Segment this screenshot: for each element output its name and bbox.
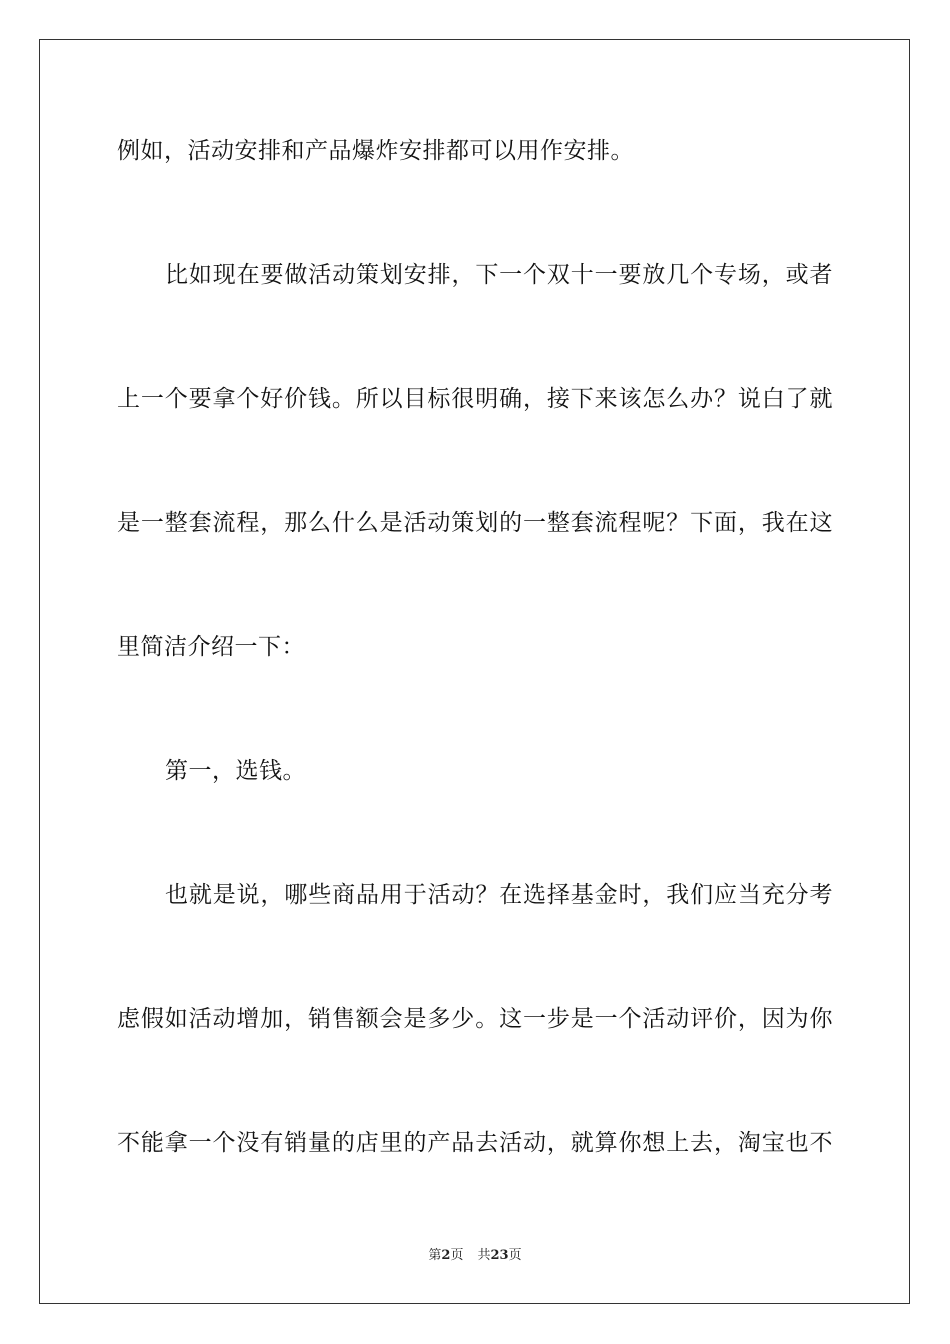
text-line-5: 里简洁介绍一下： bbox=[117, 634, 305, 660]
text-line-3: 上一个要拿个好价钱。所以目标很明确，接下来该怎么办？说白了就 bbox=[117, 386, 833, 412]
page-footer bbox=[0, 1247, 950, 1265]
total-prefix: 共 bbox=[477, 1248, 491, 1263]
page-suffix: 页 bbox=[450, 1248, 464, 1263]
page-border bbox=[39, 39, 910, 1304]
page-total: 23 bbox=[490, 1248, 509, 1263]
text-line-9: 不能拿一个没有销量的店里的产品去活动，就算你想上去，淘宝也不 bbox=[117, 1130, 833, 1156]
text-line-8: 虑假如活动增加，销售额会是多少。这一步是一个活动评价，因为你 bbox=[117, 1006, 833, 1032]
text-line-7: 也就是说，哪些商品用于活动？在选择基金时，我们应当充分考 bbox=[165, 882, 833, 908]
page-prefix: 第 bbox=[428, 1248, 442, 1263]
text-line-1: 例如，活动安排和产品爆炸安排都可以用作安排。 bbox=[117, 138, 634, 164]
page-current: 2 bbox=[441, 1248, 451, 1263]
total-suffix: 页 bbox=[508, 1248, 522, 1263]
text-line-6: 第一，选钱。 bbox=[165, 758, 306, 784]
text-line-4: 是一整套流程，那么什么是活动策划的一整套流程呢？下面，我在这 bbox=[117, 510, 833, 536]
text-line-2: 比如现在要做活动策划安排，下一个双十一要放几个专场，或者 bbox=[165, 262, 833, 288]
